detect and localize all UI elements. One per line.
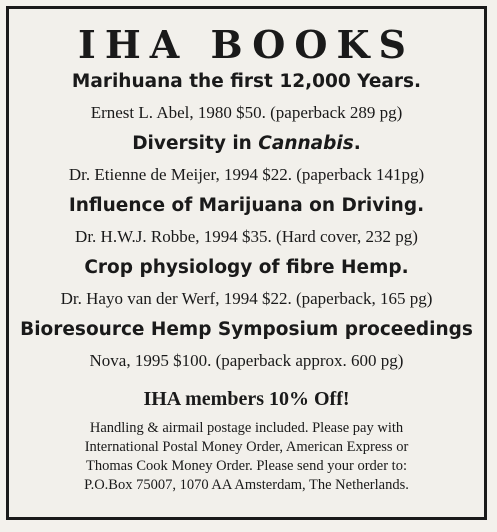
ordering-info-line: International Postal Money Order, American Express or — [84, 439, 409, 455]
book-detail: Dr. H.W.J. Robbe, 1994 $35. (Hard cover, 232 pg) — [75, 227, 418, 246]
book-title: Crop physiology of fibre Hemp. — [84, 257, 409, 278]
ordering-info-line: Thomas Cook Money Order. Please send your order to: — [86, 458, 407, 474]
ad-title: IHA BOOKS — [78, 22, 415, 67]
book-entry — [9, 319, 484, 371]
book-entry — [9, 195, 484, 247]
ordering-info-line: Handling & airmail postage included. Please pay with — [89, 420, 404, 436]
book-title: Influence of Marijuana on Driving. — [68, 195, 425, 216]
book-title: Marihuana the first 12,000 Years. — [71, 71, 422, 92]
book-title-text: Diversity in — [132, 133, 259, 154]
book-entry — [9, 257, 484, 309]
book-detail: Dr. Etienne de Meijer, 1994 $22. (paperback 141pg) — [68, 165, 425, 184]
book-title-suffix: . — [353, 133, 361, 154]
ordering-info-line: P.O.Box 75007, 1070 AA Amsterdam, The Netherlands. — [84, 477, 409, 493]
book-entry — [9, 133, 484, 185]
member-discount-offer: IHA members 10% Off! — [143, 388, 350, 410]
book-title: Bioresource Hemp Symposium proceedings — [20, 319, 473, 340]
book-detail: Ernest L. Abel, 1980 $50. (paperback 289 pg) — [90, 103, 403, 122]
book-title-italic: Cannabis — [258, 133, 354, 154]
book-entry — [9, 71, 484, 123]
book-detail: Dr. Hayo van der Werf, 1994 $22. (paperback, 165 pg) — [60, 289, 433, 308]
book-advertisement — [6, 6, 487, 520]
ordering-info — [9, 419, 484, 495]
book-title — [9, 133, 484, 155]
book-detail: Nova, 1995 $100. (paperback approx. 600 pg) — [89, 351, 404, 370]
